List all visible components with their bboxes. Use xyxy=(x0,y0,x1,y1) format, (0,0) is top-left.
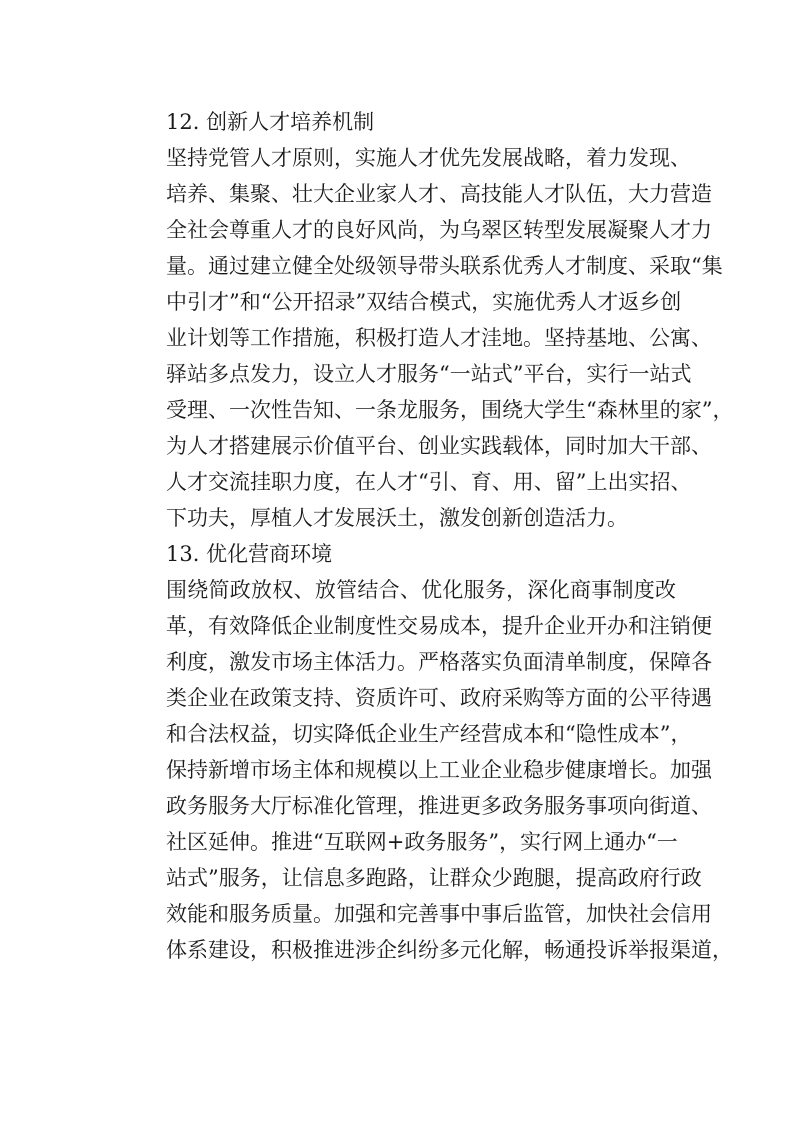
paragraph-line: 革，有效降低企业制度性交易成本，提升企业开办和注销便 xyxy=(166,614,712,638)
paragraph-line: 坚持党管人才原则，实施人才优先发展战略，着力发现、 xyxy=(166,146,691,170)
paragraph-line: 受理、一次性告知、一条龙服务，围绕大学生“森林里的家”， xyxy=(166,398,734,422)
paragraph-line: 全社会尊重人才的良好风尚，为乌翠区转型发展凝聚人才力 xyxy=(166,218,712,242)
paragraph-line: 中引才”和“公开招录”双结合模式，实施优秀人才返乡创 xyxy=(166,290,682,314)
paragraph-line: 围绕简政放权、放管结合、优化服务，深化商事制度改 xyxy=(166,578,676,602)
paragraph-line: 类企业在政策支持、资质许可、政府采购等方面的公平待遇 xyxy=(166,686,712,710)
paragraph-line: 体系建设，积极推进涉企纠纷多元化解，畅通投诉举报渠道， xyxy=(166,938,733,962)
paragraph-line: 和合法权益，切实降低企业生产经营成本和“隐性成本”， xyxy=(166,722,692,746)
document-body xyxy=(124,104,734,968)
paragraph-line: 为人才搭建展示价值平台、创业实践载体，同时加大干部、 xyxy=(166,434,712,458)
paragraph-line: 社区延伸。推进“互联网+政务服务”，实行网上通办“一 xyxy=(166,830,678,854)
section-13-heading: 13. 优化营商环境 xyxy=(166,542,333,566)
paragraph-line: 效能和服务质量。加强和完善事中事后监管，加快社会信用 xyxy=(166,902,712,926)
paragraph-line: 人才交流挂职力度，在人才“引、育、用、留”上出实招、 xyxy=(166,470,692,494)
paragraph-line: 政务服务大厅标准化管理，推进更多政务服务事项向街道、 xyxy=(166,794,712,818)
paragraph-line: 培养、集聚、壮大企业家人才、高技能人才队伍，大力营造 xyxy=(166,182,712,206)
section-12-paragraph xyxy=(124,140,734,536)
paragraph-line: 利度，激发市场主体活力。严格落实负面清单制度，保障各 xyxy=(166,650,712,674)
section-12-heading: 12. 创新人才培养机制 xyxy=(166,110,375,134)
section-13-paragraph xyxy=(124,572,733,968)
paragraph-line: 站式”服务，让信息多跑路，让群众少跑腿，提高政府行政 xyxy=(166,866,702,890)
paragraph-line: 驿站多点发力，设立人才服务“一站式”平台，实行一站式 xyxy=(166,362,692,386)
paragraph-line: 量。通过建立健全处级领导带头联系优秀人才制度、采取“集 xyxy=(166,254,723,278)
paragraph-line: 下功夫，厚植人才发展沃土，激发创新创造活力。 xyxy=(166,506,628,530)
paragraph-line: 保持新增市场主体和规模以上工业企业稳步健康增长。加强 xyxy=(166,758,712,782)
paragraph-line: 业计划等工作措施，积极打造人才洼地。坚持基地、公寓、 xyxy=(166,326,712,350)
